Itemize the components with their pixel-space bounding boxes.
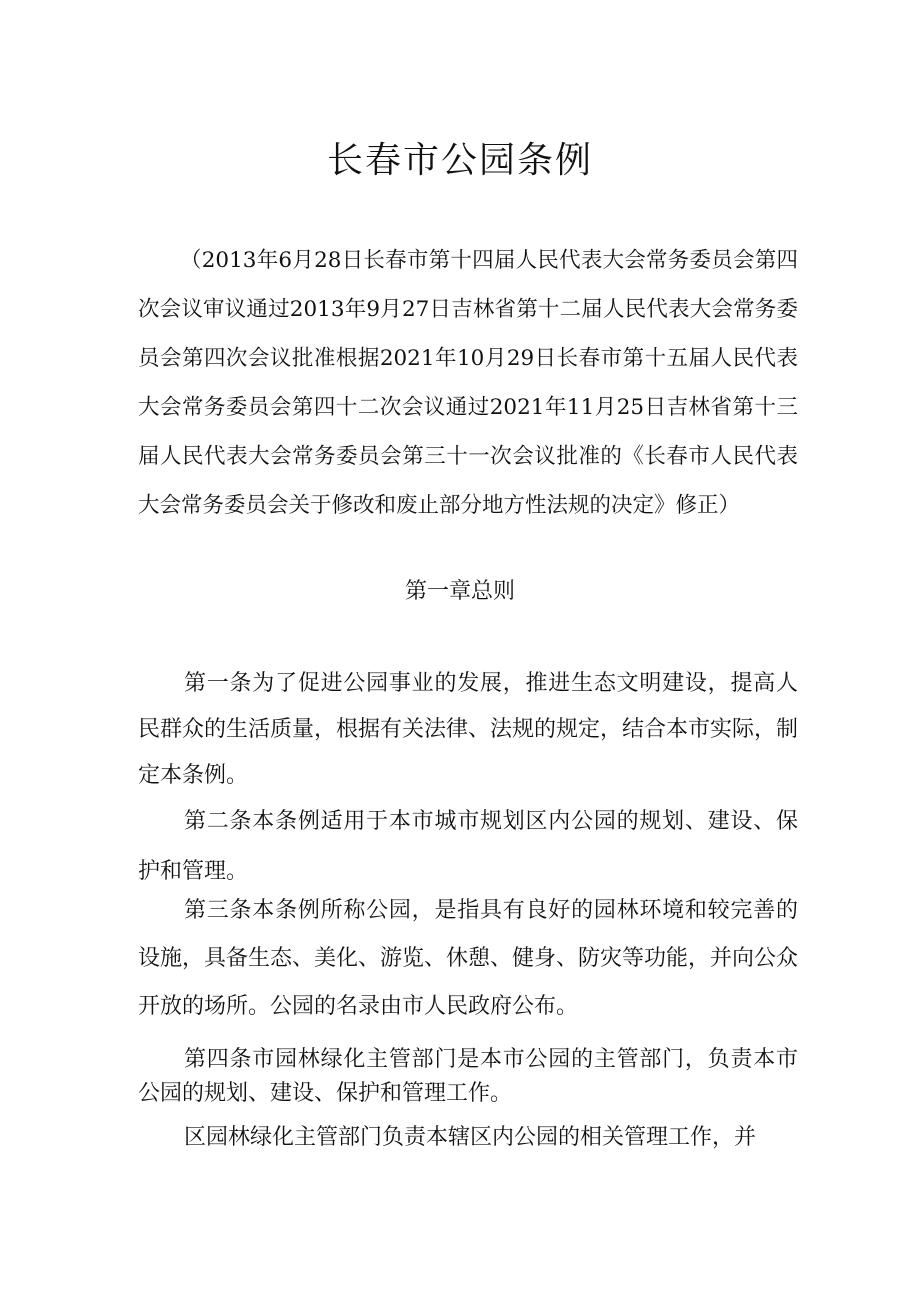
article-4-continuation-paragraph: 区园林绿化主管部门负责本辖区内公园的相关管理工作，并 xyxy=(184,1125,757,1150)
article-1-paragraph: 第一条为了促进公园事业的发展，推进生态文明建设，提高人民群众的生活质量，根据有关法律、法规的规定，结合本市实际，制定本条例。 xyxy=(138,671,799,788)
article-4-paragraph: 第四条市园林绿化主管部门是本市公园的主管部门，负责本市公园的规划、建设、保护和管理工作。 xyxy=(138,1047,798,1106)
document-title: 长春市公园条例 xyxy=(326,140,593,181)
preamble-paragraph: （2013年6月28日长春市第十四届人民代表大会常务委员会第四次会议审议通过2013年9月27日吉林省第十二届人民代表大会常务委员会第四次会议批准根据2021年10月29日长春市第十五届人民代表大会常务委员会第四十二次会议通过2021年11月25日吉林省第十三届人民代表大会常务委员会第三十一次会议批准的《长春市人民代表大会常务委员会关于修改和废止部分地方性法规的决定》修正） xyxy=(138,248,798,518)
article-2-paragraph: 第二条本条例适用于本市城市规划区内公园的规划、建设、保护和管理。 xyxy=(138,809,798,884)
chapter-heading: 第一章总则 xyxy=(404,579,515,604)
article-3-paragraph: 第三条本条例所称公园，是指具有良好的园林环境和较完善的设施，具备生态、美化、游览、休憩、健身、防灾等功能，并向公众开放的场所。公园的名录由市人民政府公布。 xyxy=(138,898,799,1019)
